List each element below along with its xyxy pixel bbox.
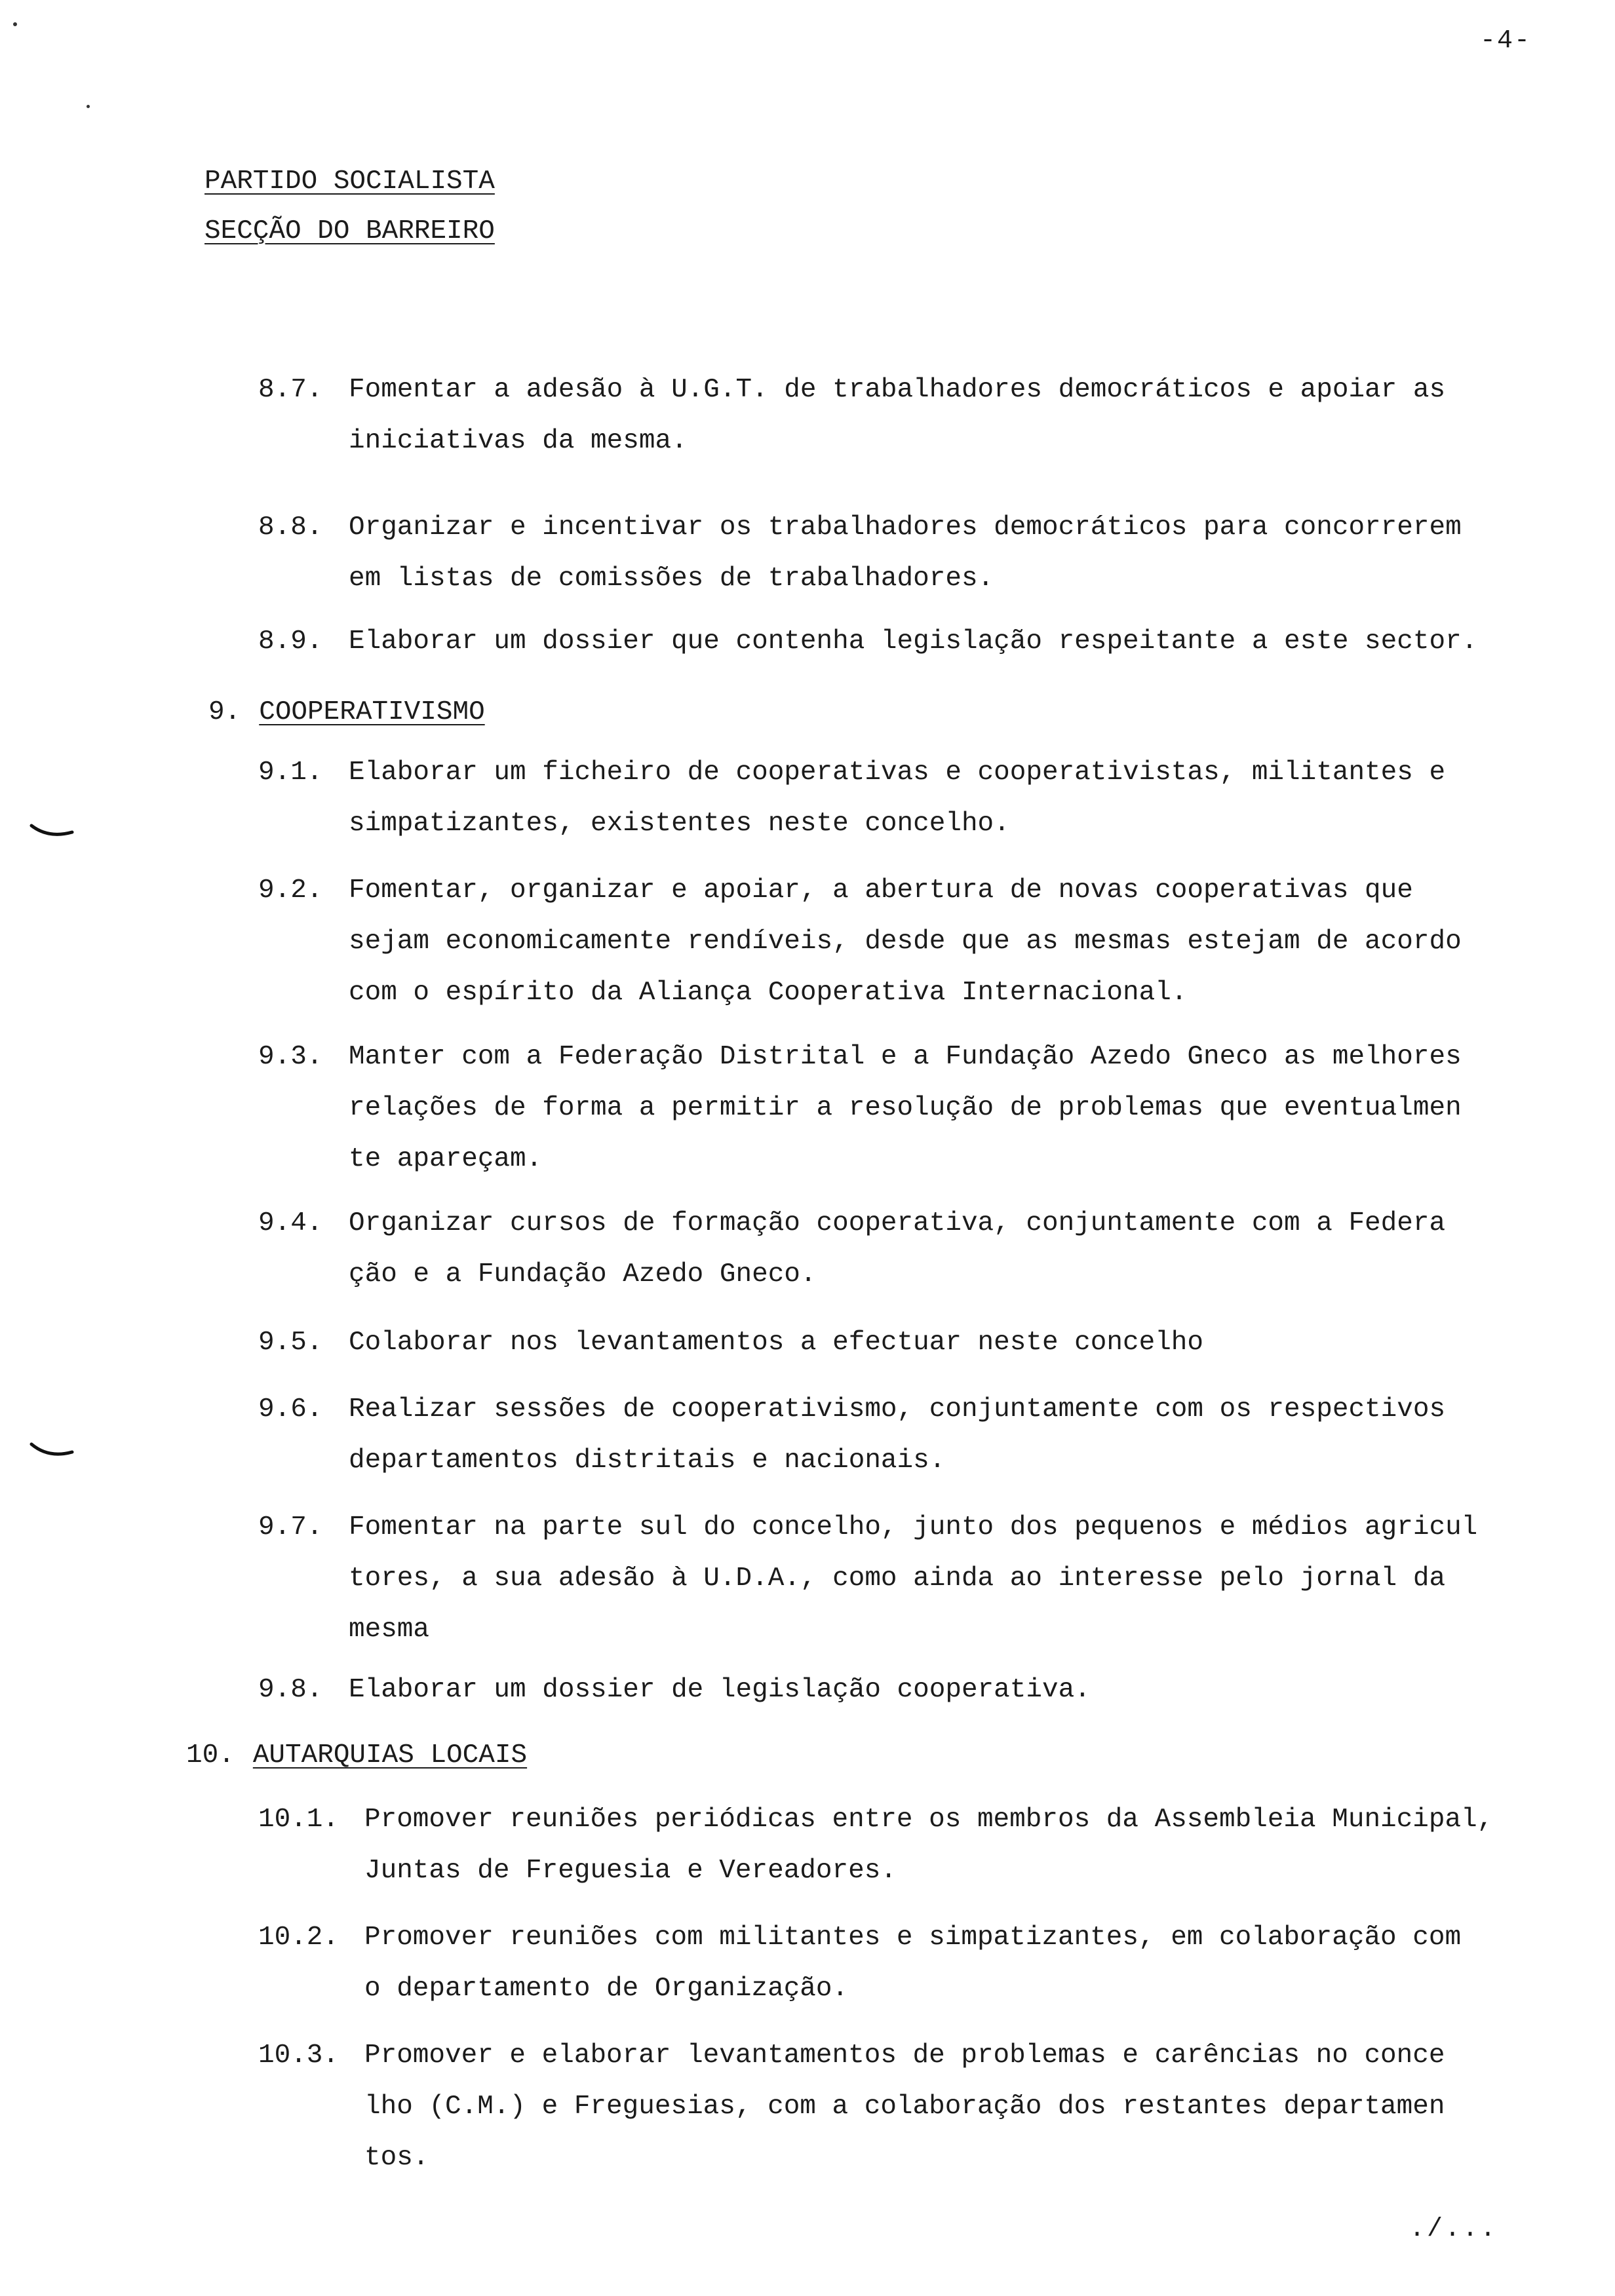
continuation-mark: ./... <box>1409 2215 1498 2244</box>
section-number: 9. <box>208 697 241 727</box>
item-text: Elaborar um ficheiro de cooperativas e cooperativistas, militantes e <box>349 757 1446 788</box>
section-title: AUTARQUIAS LOCAIS <box>252 1740 528 1770</box>
item-text: Manter com a Federação Distrital e a Fundação Azedo Gneco as melhores <box>349 1042 1462 1072</box>
item-number: 9.4. <box>258 1208 323 1238</box>
item-text: Fomentar, organizar e apoiar, a abertura de novas cooperativas que <box>349 875 1413 906</box>
item-number: 9.6. <box>258 1394 323 1425</box>
item-text: Organizar e incentivar os trabalhadores democráticos para concorrerem <box>349 512 1462 543</box>
item-number: 9.8. <box>258 1675 323 1705</box>
item-text: tos. <box>364 2143 429 2173</box>
item-text: mesma <box>349 1615 430 1645</box>
item-text: Colaborar nos levantamentos a efectuar neste concelho <box>349 1328 1204 1358</box>
item-text: Realizar sessões de cooperativismo, conjuntamente com os respectivos <box>349 1394 1446 1425</box>
item-number: 8.7. <box>258 375 323 405</box>
item-text: departamentos distritais e nacionais. <box>349 1445 946 1476</box>
binder-mark <box>29 1439 75 1463</box>
item-text: ção e a Fundação Azedo Gneco. <box>349 1259 817 1290</box>
item-text: Fomentar a adesão à U.G.T. de trabalhadores democráticos e apoiar as <box>349 375 1446 405</box>
item-text: Promover reuniões periódicas entre os membros da Assembleia Municipal, <box>364 1805 1494 1835</box>
item-text: o departamento de Organização. <box>364 1974 849 2004</box>
item-text: iniciativas da mesma. <box>349 426 688 456</box>
item-number: 10.1. <box>258 1805 340 1835</box>
item-number: 9.3. <box>258 1042 323 1072</box>
item-text: com o espírito da Aliança Cooperativa Internacional. <box>349 978 1188 1008</box>
item-text: Promover reuniões com militantes e simpatizantes, em colaboração com <box>364 1923 1462 1953</box>
item-number: 9.5. <box>258 1328 323 1358</box>
item-text: tores, a sua adesão à U.D.A., como ainda ao interesse pelo jornal da <box>349 1563 1446 1594</box>
item-text: Fomentar na parte sul do concelho, junto dos pequenos e médios agricul <box>349 1512 1478 1542</box>
item-text: lho (C.M.) e Freguesias, com a colaboração dos restantes departamen <box>364 2092 1445 2122</box>
item-text: Juntas de Freguesia e Vereadores. <box>364 1856 897 1886</box>
item-text: sejam economicamente rendíveis, desde que as mesmas estejam de acordo <box>349 927 1462 957</box>
section-heading-9 <box>208 687 485 738</box>
header-party: PARTIDO SOCIALISTA <box>204 166 495 197</box>
section-heading-10 <box>186 1730 527 1781</box>
stray-dot <box>13 22 17 26</box>
section-number: 10. <box>186 1740 235 1770</box>
item-number: 9.1. <box>258 757 323 788</box>
item-text: Elaborar um dossier que contenha legislação respeitante a este sector. <box>349 626 1478 657</box>
item-text: relações de forma a permitir a resolução de problemas que eventualmen <box>349 1093 1462 1123</box>
stray-dot <box>87 105 90 108</box>
item-number: 10.2. <box>258 1923 340 1953</box>
binder-mark <box>29 819 75 843</box>
item-number: 8.9. <box>258 626 323 657</box>
item-text: Promover e elaborar levantamentos de problemas e carências no conce <box>364 2040 1445 2071</box>
item-number: 9.2. <box>258 875 323 906</box>
item-number: 8.8. <box>258 512 323 543</box>
header-section: SECÇÃO DO BARREIRO <box>204 216 495 246</box>
item-text: te apareçam. <box>349 1144 543 1174</box>
section-title: COOPERATIVISMO <box>259 697 485 727</box>
item-number: 9.7. <box>258 1512 323 1542</box>
item-text: Elaborar um dossier de legislação cooperativa. <box>349 1675 1091 1705</box>
item-text: Organizar cursos de formação cooperativa, conjuntamente com a Federa <box>349 1208 1446 1238</box>
item-text: simpatizantes, existentes neste concelho. <box>349 809 1010 839</box>
item-text: em listas de comissões de trabalhadores. <box>349 564 994 594</box>
item-number: 10.3. <box>258 2040 340 2071</box>
page-number: -4- <box>1480 26 1532 56</box>
